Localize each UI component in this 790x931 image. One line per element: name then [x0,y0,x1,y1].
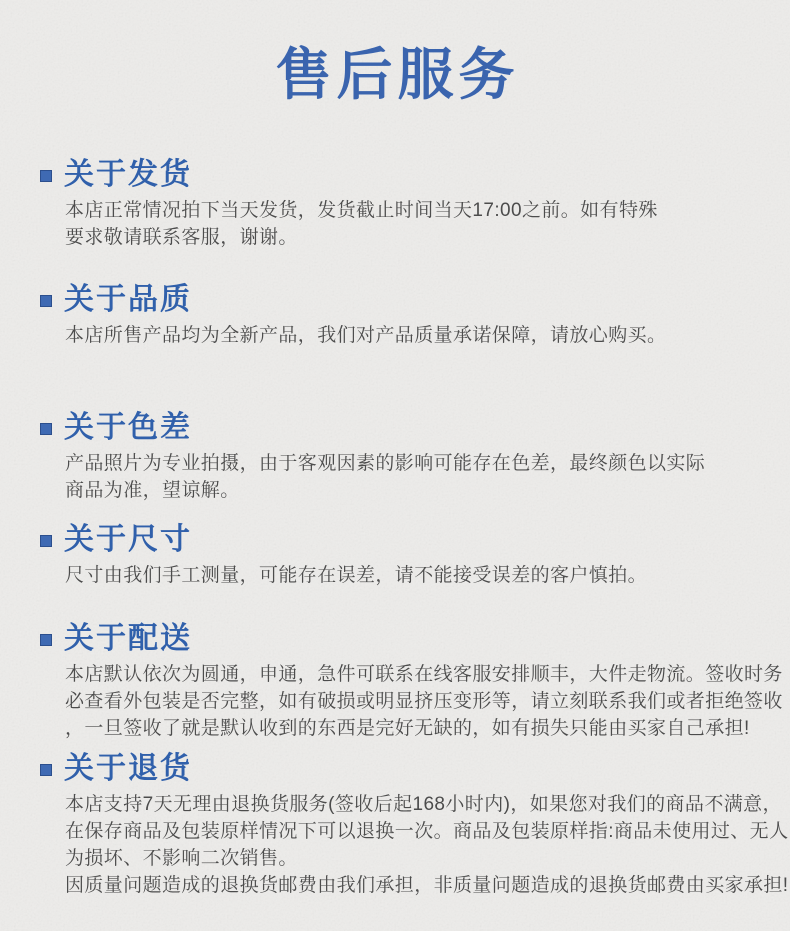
section-body [65,322,750,349]
body-line: 必查看外包装是否完整，如有破损或明显挤压变形等，请立刻联系我们或者拒绝签收 [65,691,783,712]
body-line: 本店正常情况拍下当天发货，发货截止时间当天17:00之前。如有特殊 [65,200,658,221]
section-color-difference [0,411,790,504]
body-line: 要求敬请联系客服，谢谢。 [65,227,298,248]
section-header [40,752,750,786]
body-line: 尺寸由我们手工测量，可能存在误差，请不能接受误差的客户慎拍。 [65,565,648,586]
section-body [65,450,750,504]
body-line: 为损坏、不影响二次销售。 [65,848,298,869]
square-bullet-icon [40,295,52,307]
square-bullet-icon [40,634,52,646]
section-heading: 关于配送 [64,622,192,655]
body-line: 商品为准，望谅解。 [65,480,240,501]
square-bullet-icon [40,423,52,435]
body-line: 产品照片为专业拍摄，由于客观因素的影响可能存在色差，最终颜色以实际 [65,453,706,474]
section-header [40,283,750,317]
section-body [65,791,789,899]
section-heading: 关于品质 [64,283,192,316]
section-body [65,197,750,251]
square-bullet-icon [40,170,52,182]
square-bullet-icon [40,535,52,547]
section-header [40,523,750,557]
body-line: 本店所售产品均为全新产品，我们对产品质量承诺保障，请放心购买。 [65,325,667,346]
body-line: 本店默认依次为圆通，申通，急件可联系在线客服安排顺丰，大件走物流。签收时务 [65,664,783,685]
square-bullet-icon [40,764,52,776]
page-title: 售后服务 [275,43,520,106]
section-header [40,622,750,656]
section-body [65,661,783,742]
section-heading: 关于退货 [64,752,192,785]
body-line: 因质量问题造成的退换货邮费由我们承担，非质量问题造成的退换货邮费由买家承担! [65,875,789,896]
section-size [0,523,790,589]
section-header [40,158,750,192]
section-heading: 关于发货 [64,158,192,191]
section-body [65,562,750,589]
section-shipping [0,158,790,251]
body-line: 在保存商品及包装原样情况下可以退换一次。商品及包装原样指:商品未使用过、无人 [65,821,789,842]
section-quality [0,283,790,349]
section-delivery [0,622,790,742]
section-heading: 关于色差 [64,411,192,444]
section-heading: 关于尺寸 [64,523,192,556]
section-returns [0,752,790,899]
section-header [40,411,750,445]
body-line: ，一旦签收了就是默认收到的东西是完好无缺的，如有损失只能由买家自己承担! [65,718,750,739]
body-line: 本店支持7天无理由退换货服务(签收后起168小时内)，如果您对我们的商品不满意， [65,794,782,815]
